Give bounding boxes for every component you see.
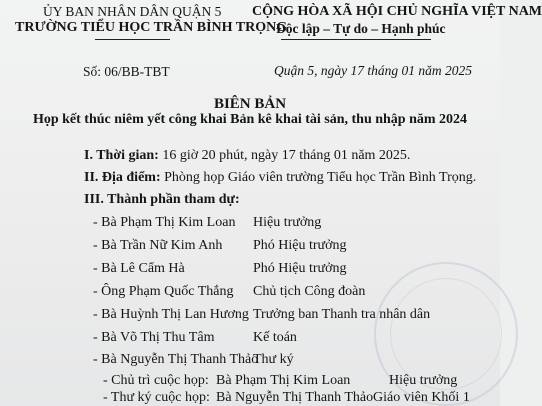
- attendee-name: - Bà Nguyễn Thị Thanh Thảo: [93, 352, 259, 367]
- section-place: [84, 170, 476, 186]
- section-place-value: Phòng họp Giáo viên trường Tiểu học Trần Bình Trọng.: [164, 170, 477, 185]
- attendee-name: - Bà Phạm Thị Kim Loan: [93, 215, 236, 230]
- attendee-name: - Bà Lê Cẩm Hà: [93, 261, 185, 276]
- org-underline: [95, 39, 170, 40]
- attendee-role: Kế toán: [253, 330, 297, 345]
- section-time: [84, 148, 410, 164]
- attendee-role: Hiệu trưởng: [253, 215, 322, 230]
- section-time-label: I. Thời gian:: [84, 148, 159, 163]
- attendee-name: - Ông Phạm Quốc Thắng: [93, 284, 234, 299]
- attendee-role: Chủ tịch Công đoàn: [253, 284, 366, 299]
- secretary-name: Bà Nguyễn Thị Thanh Thảo: [216, 390, 374, 405]
- motto-underline: [281, 39, 431, 40]
- national-motto: Độc lập – Tự do – Hạnh phúc: [276, 21, 446, 36]
- chair-label: - Chủ trì cuộc họp:: [103, 373, 209, 388]
- attendee-name: - Bà Trần Nữ Kim Anh: [93, 238, 223, 253]
- national-title: CỘNG HÒA XÃ HỘI CHỦ NGHĨA VIỆT NAM: [252, 4, 542, 19]
- chair-role: Hiệu trưởng: [389, 373, 458, 388]
- document-title: BIÊN BẢN: [213, 96, 287, 112]
- document-subtitle: Họp kết thúc niêm yết công khai Bản kê khai tài sản, thu nhập năm 2024: [32, 112, 468, 127]
- place-date: Quận 5, ngày 17 tháng 01 năm 2025: [274, 63, 472, 78]
- attendee-role: Thư ký: [253, 352, 294, 367]
- attendee-name: - Bà Huỳnh Thị Lan Hương: [93, 307, 249, 322]
- org-school-name: TRƯỜNG TIỂU HỌC TRẦN BÌNH TRỌNG: [15, 20, 288, 35]
- attendee-role: Phó Hiệu trưởng: [253, 261, 347, 276]
- chair-name: Bà Phạm Thị Kim Loan: [216, 373, 351, 388]
- section-place-label: II. Địa điểm:: [84, 170, 161, 185]
- document-number: Số: 06/BB-TBT: [83, 64, 170, 79]
- section-attendees-label: III. Thành phần tham dự:: [84, 192, 240, 207]
- attendee-role: Phó Hiệu trưởng: [253, 238, 347, 253]
- attendee-name: - Bà Võ Thị Thu Tâm: [93, 330, 215, 345]
- secretary-label: - Thư ký cuộc họp:: [103, 390, 210, 405]
- section-attendees: [84, 192, 240, 208]
- section-time-value: 16 giờ 20 phút, ngày 17 tháng 01 năm 2025.: [162, 148, 411, 163]
- secretary-role: Giáo viên Khối 1: [373, 390, 470, 405]
- attendee-role: Trưởng ban Thanh tra nhân dân: [253, 307, 431, 322]
- org-parent-name: ỦY BAN NHÂN DÂN QUẬN 5: [43, 4, 222, 19]
